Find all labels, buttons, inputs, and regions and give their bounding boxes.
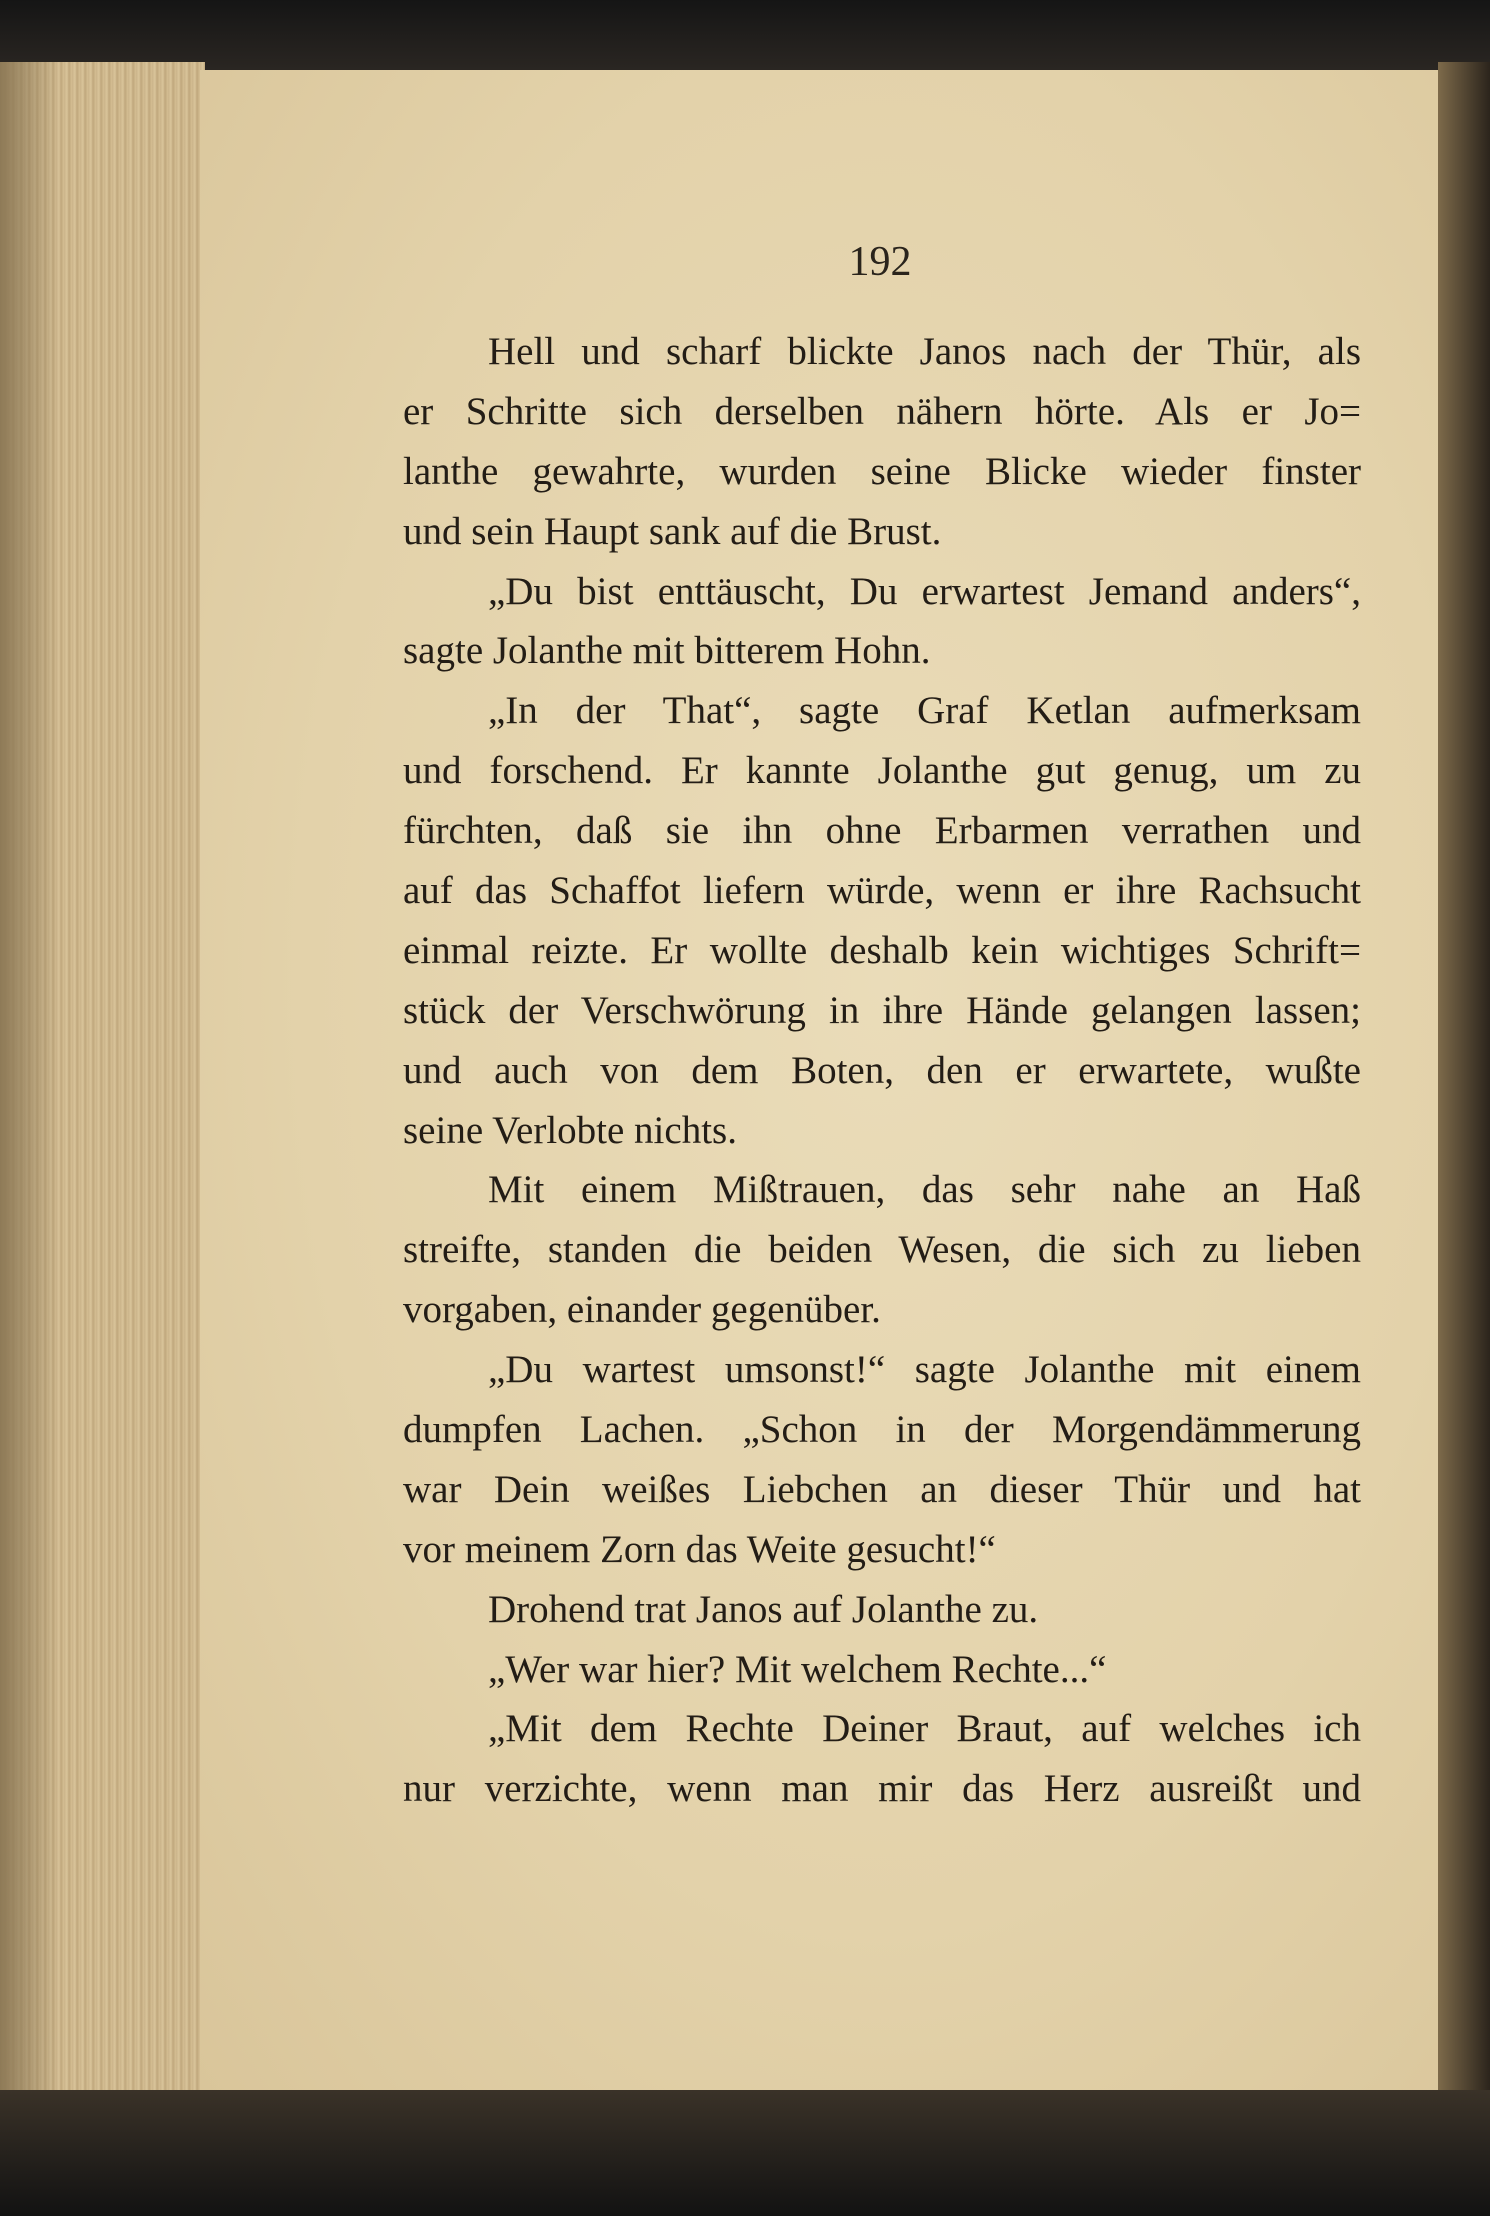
text-line: „Du bist enttäuscht, Du erwartest Jemand anders“, <box>488 569 1361 613</box>
paragraph <box>403 1699 1361 1819</box>
paragraph <box>403 322 1361 562</box>
text-line: und sein Haupt sank auf die Brust. <box>403 509 942 553</box>
paragraph <box>403 1340 1361 1580</box>
text-line: einmal reizte. Er wollte deshalb kein wichtiges Schrift= <box>403 928 1361 972</box>
text-line: dumpfen Lachen. „Schon in der Morgendämmerung <box>403 1408 1361 1452</box>
scan-bottom-border <box>0 2090 1490 2216</box>
text-line: nur verzichte, wenn man mir das Herz ausreißt und <box>403 1767 1361 1811</box>
body-text <box>403 322 1361 1819</box>
text-line: vor meinem Zorn das Weite gesucht!“ <box>403 1527 996 1571</box>
text-line: „Wer war hier? Mit welchem Rechte...“ <box>488 1647 1107 1691</box>
text-line: Drohend trat Janos auf Jolanthe zu. <box>488 1587 1039 1631</box>
text-line: seine Verlobte nichts. <box>403 1108 737 1152</box>
paragraph <box>403 1580 1361 1640</box>
scan-top-border <box>0 0 1490 70</box>
text-line: er Schritte sich derselben nähern hörte. Als er Jo= <box>403 389 1361 433</box>
paragraph <box>403 1160 1361 1340</box>
book-binding-edge <box>1438 62 1490 2092</box>
paragraph <box>403 1640 1361 1700</box>
text-line: und forschend. Er kannte Jolanthe gut genug, um zu <box>403 749 1361 793</box>
text-line: war Dein weißes Liebchen an dieser Thür und hat <box>403 1467 1361 1511</box>
text-line: Hell und scharf blickte Janos nach der Thür, als <box>488 330 1361 373</box>
text-line: lanthe gewahrte, wurden seine Blicke wieder finster <box>403 449 1361 493</box>
text-line: streifte, standen die beiden Wesen, die sich zu lieben <box>403 1228 1361 1272</box>
paragraph <box>403 681 1361 1160</box>
text-line: auf das Schaffot liefern würde, wenn er ihre Rachsucht <box>403 869 1361 913</box>
text-line: und auch von dem Boten, den er erwartete, wußte <box>403 1048 1361 1092</box>
text-line: „Mit dem Rechte Deiner Braut, auf welches ich <box>488 1707 1361 1751</box>
text-line: sagte Jolanthe mit bitterem Hohn. <box>403 629 931 673</box>
text-line: stück der Verschwörung in ihre Hände gelangen lassen; <box>403 988 1361 1032</box>
text-line: Mit einem Mißtrauen, das sehr nahe an Haß <box>488 1168 1361 1212</box>
text-line: fürchten, daß sie ihn ohne Erbarmen verrathen und <box>403 809 1361 853</box>
book-page-edges <box>0 62 205 2092</box>
text-line: „In der That“, sagte Graf Ketlan aufmerksam <box>488 689 1361 733</box>
text-line: „Du wartest umsonst!“ sagte Jolanthe mit einem <box>488 1348 1361 1392</box>
page-number: 192 <box>848 239 912 285</box>
paragraph <box>403 562 1361 682</box>
text-line: vorgaben, einander gegenüber. <box>403 1288 881 1332</box>
